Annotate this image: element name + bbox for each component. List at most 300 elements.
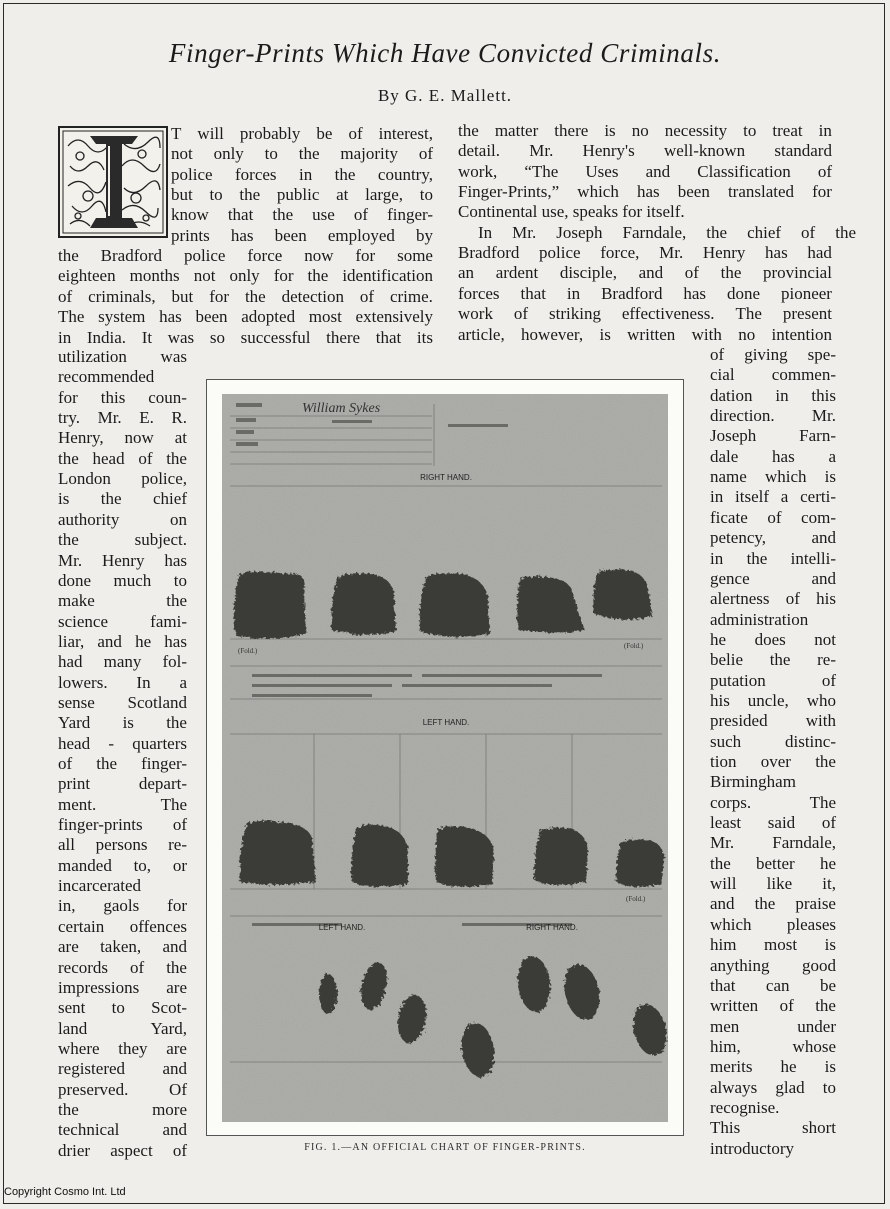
word: extensively [355, 307, 433, 327]
word: ment. [58, 794, 97, 814]
word: dation [710, 385, 753, 405]
word: Bradford [100, 246, 163, 266]
word: least [710, 813, 742, 833]
body-line [710, 1078, 836, 1098]
word: belie [710, 650, 744, 670]
word: know [171, 205, 209, 225]
word: done [58, 570, 92, 590]
body-line [710, 976, 836, 996]
word: Farn- [799, 426, 836, 446]
word: which [577, 182, 619, 202]
word: or [172, 855, 187, 875]
word: Mr. [710, 833, 735, 853]
word: R. [171, 408, 187, 428]
word: The [58, 307, 85, 327]
word: of [172, 815, 187, 835]
word: the [166, 448, 187, 468]
word: of [817, 161, 832, 181]
word: are [166, 1038, 187, 1058]
word: its [416, 327, 433, 347]
word: translated [727, 182, 795, 202]
body-line [171, 185, 433, 205]
body-line [710, 691, 836, 711]
fold-label: (Fold.) [238, 647, 258, 655]
body-line [58, 246, 433, 266]
word: written [710, 996, 759, 1016]
word: under [797, 1016, 836, 1036]
word: not [171, 144, 193, 164]
word: Farndale, [772, 833, 836, 853]
word: work [458, 304, 493, 324]
word: a [780, 487, 789, 507]
body-line [710, 528, 836, 548]
word: be [316, 124, 333, 143]
word: the [58, 448, 79, 468]
word: in, [58, 896, 76, 916]
body-line [58, 998, 187, 1018]
word: Scot- [151, 998, 187, 1018]
word: liar, [58, 631, 85, 651]
word: the [746, 548, 768, 568]
word: him [710, 935, 737, 955]
word: head [58, 733, 91, 753]
word: in [818, 121, 832, 140]
word: most [308, 307, 342, 327]
word: of [821, 813, 836, 833]
body-line: Birmingham [710, 772, 796, 792]
word: detection [281, 286, 344, 306]
fingerprint-right-thumb [234, 572, 306, 639]
word: he [780, 1057, 797, 1077]
body-line [710, 833, 836, 853]
word: records [58, 957, 109, 977]
word: the [298, 144, 320, 164]
body-line [58, 713, 187, 733]
body-line [58, 1120, 187, 1140]
word: but [171, 185, 193, 205]
body-line [58, 530, 187, 550]
word: striking [549, 304, 601, 324]
body-line [458, 222, 856, 243]
word: months [129, 266, 180, 286]
word: The [160, 794, 187, 814]
word: no [738, 324, 756, 344]
word: that [375, 327, 402, 347]
body-line [710, 345, 836, 365]
word: crime. [389, 286, 433, 306]
word: It [141, 327, 153, 347]
word: can [765, 975, 790, 995]
word: Joseph [556, 222, 603, 242]
body-line [58, 1019, 187, 1039]
body-line [710, 406, 836, 426]
word: spe- [807, 345, 836, 364]
word: of [513, 304, 529, 324]
body-line [458, 243, 832, 263]
body-line [171, 165, 433, 185]
word: the [706, 222, 728, 242]
word: Mr. [512, 222, 537, 242]
word: cial [710, 365, 735, 385]
word: sent [58, 998, 86, 1018]
word: country, [377, 164, 433, 184]
body-line [710, 793, 836, 813]
body-line [58, 754, 187, 774]
word: article, [458, 324, 505, 344]
body-line [171, 205, 433, 225]
word: been [195, 307, 228, 327]
word: has [765, 243, 788, 263]
word: This [710, 1118, 741, 1138]
word: Henry's [582, 141, 635, 161]
word: that [227, 205, 254, 225]
word: quarters [132, 733, 187, 753]
fold-label: (Fold.) [626, 895, 646, 903]
word: In [478, 222, 493, 242]
word: has [164, 631, 187, 651]
word: the [239, 185, 261, 205]
word: will [197, 124, 224, 143]
word: name [710, 467, 747, 487]
word: and [645, 161, 671, 181]
word: Yard [58, 713, 91, 733]
word: print [58, 774, 91, 794]
word: sense [58, 692, 95, 712]
body-line [58, 835, 187, 855]
body-line [710, 365, 836, 385]
body-line [458, 141, 832, 161]
word: subject. [134, 530, 187, 550]
body-line [58, 1039, 187, 1059]
word: there [554, 121, 589, 140]
word: praise [795, 894, 836, 914]
word: in [298, 164, 313, 184]
body-line: incarcerated [58, 876, 142, 896]
body-line [458, 121, 832, 141]
word: is [824, 1057, 836, 1077]
word: standard [774, 141, 832, 161]
body-line [710, 386, 836, 406]
word: with [805, 711, 836, 731]
word: in [58, 327, 72, 347]
word: criminals, [88, 286, 156, 306]
word: depart- [138, 774, 187, 794]
word: corps. [710, 792, 752, 812]
body-line [710, 630, 836, 650]
body-line [58, 795, 187, 815]
word: was [160, 347, 187, 366]
fingerprint-left-little [616, 840, 664, 887]
word: now [304, 246, 334, 266]
word: he [135, 631, 152, 651]
word: be [819, 975, 836, 995]
body-line [58, 774, 187, 794]
word: the [58, 246, 79, 266]
body-line: administration [710, 609, 809, 629]
word: The [809, 792, 836, 812]
word: finger-prints [58, 815, 143, 835]
word: tion [710, 752, 737, 771]
word: of [348, 124, 363, 143]
word: said [767, 813, 796, 833]
word: at [336, 185, 349, 205]
word: of [58, 754, 73, 773]
word: force [247, 246, 283, 266]
word: are [58, 937, 79, 957]
body-line [458, 162, 832, 182]
word: employed [327, 225, 395, 245]
word: by [415, 225, 433, 245]
body-line [710, 813, 836, 833]
word: police, [141, 469, 187, 489]
word: force, [600, 243, 640, 263]
word: not [193, 266, 216, 286]
word: of [767, 507, 782, 527]
word: detail. [458, 141, 501, 161]
body-line [710, 508, 836, 528]
word: been [677, 182, 710, 202]
word: his [710, 690, 730, 710]
word: in [775, 385, 789, 405]
word: E. [139, 408, 154, 428]
word: and [162, 937, 187, 957]
word: alertness [710, 589, 770, 609]
word: and [638, 263, 664, 283]
word: the [815, 996, 836, 1016]
word: for [273, 266, 294, 286]
word: of [779, 996, 794, 1016]
word: Henry, [58, 428, 104, 448]
word: most [764, 935, 798, 955]
word: Farndale, [622, 222, 687, 242]
word: does [754, 629, 786, 649]
fingerprint-left-middle [435, 826, 494, 886]
word: matter [494, 121, 539, 140]
word: Mr. [659, 243, 684, 263]
word: Mr. [529, 141, 554, 161]
word: registered [58, 1059, 126, 1079]
word: direction. [710, 406, 775, 426]
word: for [58, 387, 78, 407]
word: to [822, 1077, 836, 1097]
word: commen- [771, 365, 836, 385]
word: with [691, 324, 722, 344]
word: an [458, 263, 475, 283]
body-line: recognise. [710, 1097, 780, 1117]
word: has [230, 225, 254, 245]
body-line [58, 571, 187, 591]
word: offences [129, 916, 187, 936]
body-line [58, 693, 187, 713]
word: probably [239, 124, 301, 143]
word: had [58, 652, 83, 672]
word: Classification [697, 161, 791, 181]
fingerprint-left-ring [534, 828, 588, 885]
word: certi- [800, 487, 836, 507]
word: and [97, 631, 122, 651]
word: the [166, 591, 187, 611]
word: is [604, 121, 616, 140]
word: the [815, 752, 836, 771]
word: majority [340, 144, 398, 164]
body-line [458, 304, 832, 324]
word: chief [153, 489, 187, 509]
word: the [272, 205, 294, 225]
word: chief [747, 222, 782, 242]
word: Yard, [150, 1018, 187, 1038]
word: fami- [150, 611, 187, 631]
body-line [710, 996, 836, 1016]
word: authority [58, 509, 120, 529]
word: intention [771, 324, 832, 344]
word: no [631, 121, 649, 140]
body-line [58, 1100, 187, 1120]
body-line [710, 894, 836, 914]
word: work, [458, 161, 498, 181]
body-line [710, 589, 836, 609]
word: try. [58, 408, 81, 428]
word: been [274, 225, 307, 245]
word: he [710, 629, 727, 649]
word: In [136, 672, 151, 692]
word: the [96, 754, 118, 773]
body-line [710, 711, 836, 731]
word: to, [133, 855, 152, 875]
body-line [458, 182, 832, 202]
word: of [710, 345, 725, 364]
body-line [58, 978, 187, 998]
word: public [276, 185, 320, 205]
copyright-watermark: Copyright Cosmo Int. Ltd [4, 1186, 126, 1198]
body-line [710, 874, 836, 894]
body-line [710, 1017, 836, 1037]
word: however, [521, 324, 584, 344]
word: and [811, 568, 836, 588]
body-line [710, 671, 836, 691]
body-line [458, 325, 832, 345]
body-line [710, 447, 836, 467]
word: the [58, 1099, 79, 1119]
word: there [326, 327, 361, 347]
word: uncle, [747, 690, 789, 710]
fingerprint-right-index [332, 574, 396, 635]
word: re- [168, 835, 187, 855]
word: to [264, 144, 278, 164]
word: all [58, 835, 75, 855]
word: and [710, 894, 735, 914]
word: forces [458, 283, 500, 303]
word: so [209, 327, 225, 347]
word: com- [801, 507, 836, 527]
word: of [353, 205, 369, 225]
word: taken, [100, 937, 142, 957]
word: at [174, 428, 187, 448]
word: use [312, 205, 335, 225]
word: London [58, 469, 111, 489]
word: provincial [763, 263, 832, 283]
fold-label: (Fold.) [624, 642, 644, 650]
body-line [710, 1118, 836, 1138]
body-line [58, 266, 433, 286]
body-line [58, 896, 187, 916]
fingerprint-left-index [352, 825, 409, 887]
fingerprint-plain-left [319, 974, 337, 1014]
word: coun- [148, 387, 187, 407]
body-line [710, 854, 836, 874]
word: will [710, 874, 737, 894]
word: India. [86, 327, 127, 347]
body-line [58, 1059, 187, 1079]
body-line [58, 958, 187, 978]
word: who [806, 690, 836, 710]
word: Scotland [127, 692, 187, 712]
word: the [307, 266, 329, 286]
word: in [710, 548, 724, 568]
word: Bradford [601, 283, 663, 303]
body-line [710, 1037, 836, 1057]
chart-label-right-hand-small: RIGHT HAND. [526, 923, 578, 932]
word: that [520, 283, 546, 303]
word: police [171, 164, 213, 184]
word: anything [710, 955, 770, 975]
word: done [727, 283, 761, 303]
body-line [58, 917, 187, 937]
body-line [458, 284, 832, 304]
body-line [58, 673, 187, 693]
word: finger- [387, 205, 433, 225]
word: better [756, 853, 795, 873]
word: police [183, 246, 226, 266]
word: interest, [378, 124, 433, 143]
word: glad [775, 1077, 805, 1097]
word: it, [822, 874, 836, 894]
word: this [811, 385, 836, 405]
word: is [824, 467, 836, 487]
word: manded [58, 855, 112, 875]
body-line [58, 489, 187, 509]
body-line [58, 632, 187, 652]
chart-label-right-hand: RIGHT HAND. [420, 473, 472, 482]
word: T [171, 124, 182, 143]
article-title: Finger-Prints Which Have Convicted Criminals. [168, 38, 722, 68]
article-byline: By G. E. Mallett. [377, 86, 513, 105]
word: and [162, 1120, 187, 1140]
body-line [710, 650, 836, 670]
word: his [816, 589, 836, 609]
word: itself [735, 487, 770, 507]
word: eighteen [58, 266, 116, 286]
word: lowers. [58, 672, 108, 692]
word: adopted [241, 307, 296, 327]
word: presided [710, 711, 768, 731]
word: ardent [495, 263, 539, 283]
word: of [684, 263, 699, 283]
word: him, [710, 1036, 741, 1056]
dropcap-ornament [58, 126, 168, 238]
word: fol- [162, 652, 187, 672]
word: good [802, 955, 836, 975]
body-line [58, 734, 187, 754]
word: make [58, 591, 95, 611]
word: necessity [664, 121, 728, 140]
word: petency, [710, 528, 767, 548]
word: has [159, 307, 182, 327]
body-line [58, 449, 187, 469]
body-line [458, 263, 832, 283]
word: to [743, 121, 757, 140]
body-line [710, 467, 836, 487]
word: distinc- [785, 731, 836, 751]
